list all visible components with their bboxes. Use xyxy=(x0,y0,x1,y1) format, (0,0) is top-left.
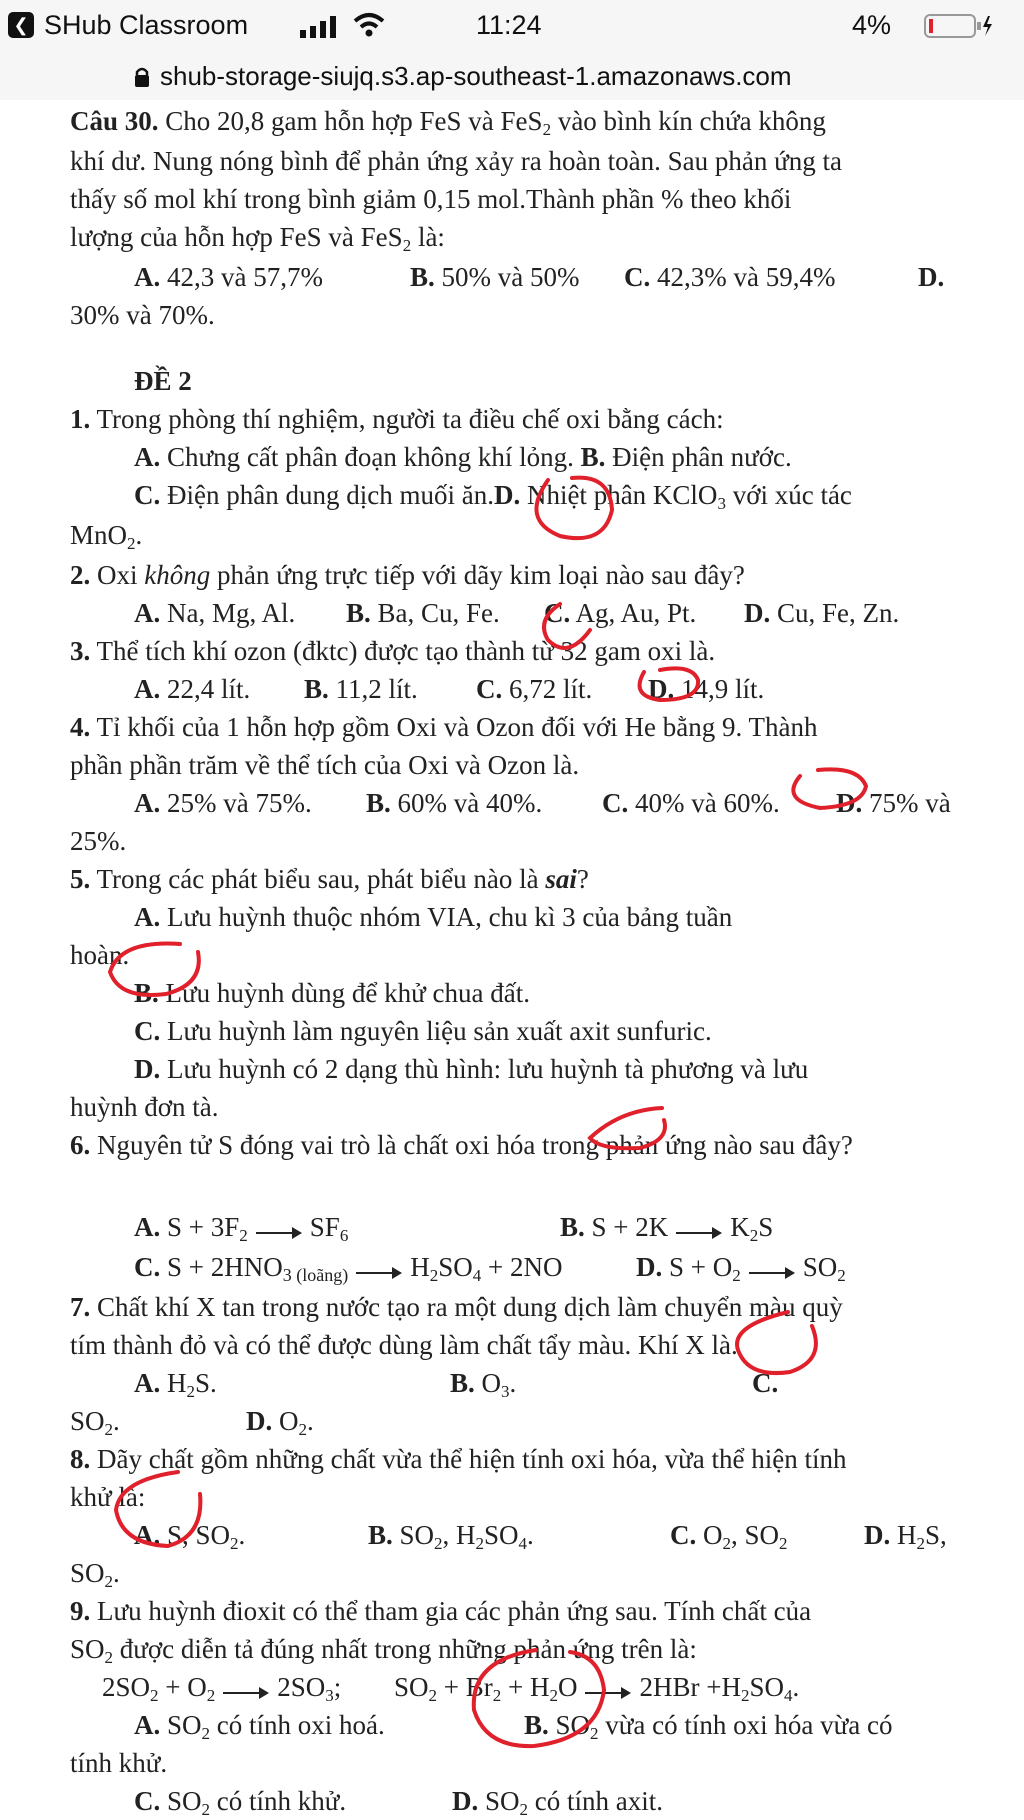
q5-option-a: A. Lưu huỳnh thuộc nhóm VIA, chu kì 3 của bảng tuần xyxy=(134,902,733,932)
q7-stem-line1: 7. Chất khí X tan trong nước tạo ra một dung dịch làm chuyển màu quỳ xyxy=(70,1292,843,1322)
reaction-arrow-icon xyxy=(585,1686,631,1696)
q9-option-a: A. $SO_2$ có tính oxi hoá. xyxy=(134,1710,385,1743)
q6-option-b: B. S + 2K $K_2S$ xyxy=(560,1212,774,1245)
q9-option-d: D. $SO_2$ có tính axit. xyxy=(452,1786,663,1819)
q6-option-d: D. $S + O_2$ $SO_2$ xyxy=(636,1252,846,1285)
q5-option-a-cont: hoàn. xyxy=(70,940,130,970)
document-page[interactable] xyxy=(0,100,1024,1820)
q7-stem-line2: tím thành đỏ và có thể được dùng làm chất tẩy màu. Khí X là. xyxy=(70,1330,738,1360)
q9-stem-line1: 9. Lưu huỳnh đioxit có thể tham gia các phản ứng sau. Tính chất của xyxy=(70,1596,812,1626)
q30-line2: khí dư. Nung nóng bình để phản ứng xảy ra hoàn toàn. Sau phản ứng ta xyxy=(70,146,843,176)
q4-option-d: D. 75% và xyxy=(836,788,951,818)
reaction-arrow-icon xyxy=(223,1686,269,1696)
q6-option-c: C. $S + 2HNO_{3 (loãng)}$ $H_2SO_4 + 2NO$ xyxy=(134,1252,563,1285)
q7-option-c: $SO_2$. xyxy=(70,1406,120,1439)
q8-option-d-cont: $SO_2$. xyxy=(70,1558,120,1591)
q30-option-a: A. 42,3 và 57,7% xyxy=(134,262,323,292)
q2-stem: 2. Oxi không phản ứng trực tiếp với dãy kim loại nào sau đây? xyxy=(70,560,745,590)
status-bar xyxy=(0,0,1024,52)
address-url[interactable]: shub-storage-siujq.s3.ap-southeast-1.amazonaws.com xyxy=(160,61,792,91)
q9-equation-2: $SO_2 + Br_2 + H_2O$ $2HBr +H_2SO_4$. xyxy=(394,1672,800,1705)
signal-icon xyxy=(300,14,344,45)
q4-option-a: A. 25% và 75%. xyxy=(134,788,312,818)
q9-equation-1: $2SO_2 + O_2$ $2SO_3$; xyxy=(102,1672,342,1705)
q8-option-c: C. $O_2$, $SO_2$ xyxy=(670,1520,788,1553)
q6-stem: 6. Nguyên tử S đóng vai trò là chất oxi hóa trong phản ứng nào sau đây? xyxy=(70,1130,853,1160)
q2-option-a: A. Na, Mg, Al. xyxy=(134,598,296,628)
lock-icon xyxy=(134,64,150,95)
wifi-icon xyxy=(352,12,386,45)
q30-line3: thấy số mol khí trong bình giảm 0,15 mol.Thành phần % theo khối xyxy=(70,184,792,214)
q7-option-b: B. $O_3$. xyxy=(450,1368,517,1401)
reaction-arrow-icon xyxy=(749,1266,795,1276)
q7-option-c-letter: C. xyxy=(752,1368,779,1398)
q6-option-a: A. $S + 3F_2$ $SF_6$ xyxy=(134,1212,349,1245)
q2-option-c: C. Ag, Au, Pt. xyxy=(544,598,697,628)
battery-icon xyxy=(924,14,994,45)
q3-option-a: A. 22,4 lít. xyxy=(134,674,251,704)
q1-stem: 1. Trong phòng thí nghiệm, người ta điều chế oxi bằng cách: xyxy=(70,404,724,434)
q8-option-d: D. $H_2S$, xyxy=(864,1520,947,1553)
reaction-arrow-icon xyxy=(676,1226,722,1236)
q1-options-cd: C. Điện phân dung dịch muối ăn.D. Nhiệt phân KClO$_3$ với xúc tác xyxy=(134,480,852,513)
q5-option-d-cont: huỳnh đơn tà. xyxy=(70,1092,219,1122)
q3-option-d: D. 14,9 lít. xyxy=(648,674,765,704)
q4-stem-line2: phần phần trăm về thể tích của Oxi và Ozon là. xyxy=(70,750,580,780)
q9-option-b: B. $SO_2$ vừa có tính oxi hóa vừa có xyxy=(524,1710,893,1743)
q2-option-b: B. Ba, Cu, Fe. xyxy=(346,598,500,628)
q30-line1: Câu 30. Cho 20,8 gam hỗn hợp FeS và FeS$_2$ vào bình kín chứa không xyxy=(70,106,826,139)
q30-option-c: C. 42,3% và 59,4% xyxy=(624,262,836,292)
q5-option-b: B. Lưu huỳnh dùng để khử chua đất. xyxy=(134,978,530,1008)
status-time: 11:24 xyxy=(476,10,542,40)
q3-option-b: B. 11,2 lít. xyxy=(304,674,418,704)
q2-option-d: D. Cu, Fe, Zn. xyxy=(744,598,900,628)
section-heading: ĐỀ 2 xyxy=(134,366,192,396)
q3-stem: 3. Thể tích khí ozon (đktc) được tạo thành từ 32 gam oxi là. xyxy=(70,636,716,666)
q30-option-d: 30% và 70%. xyxy=(70,300,215,330)
q4-option-c: C. 40% và 60%. xyxy=(602,788,780,818)
battery-percent: 4% xyxy=(852,10,892,40)
address-bar[interactable] xyxy=(0,52,1024,101)
q5-option-c: C. Lưu huỳnh làm nguyên liệu sản xuất axit sunfuric. xyxy=(134,1016,712,1046)
q5-option-d: D. Lưu huỳnh có 2 dạng thù hình: lưu huỳnh tà phương và lưu xyxy=(134,1054,809,1084)
q5-stem: 5. Trong các phát biểu sau, phát biểu nào là sai? xyxy=(70,864,589,894)
q9-option-b-cont: tính khử. xyxy=(70,1748,168,1778)
q8-stem-line2: khử là: xyxy=(70,1482,146,1512)
q9-option-c: C. $SO_2$ có tính khử. xyxy=(134,1786,347,1819)
back-app-icon[interactable]: ❮ xyxy=(8,12,34,38)
q8-option-b: B. $SO_2$, $H_2SO_4$. xyxy=(368,1520,534,1553)
q3-option-c: C. 6,72 lít. xyxy=(476,674,593,704)
status-app-name[interactable]: SHub Classroom xyxy=(44,10,249,40)
q7-option-d: D. $O_2$. xyxy=(246,1406,314,1439)
q4-option-d-cont: 25%. xyxy=(70,826,127,856)
q8-option-a: A. S, $SO_2$. xyxy=(134,1520,246,1553)
q1-option-d-cont: MnO$_2$. xyxy=(70,520,143,553)
q30-option-d-letter: D. xyxy=(918,262,945,292)
q4-option-b: B. 60% và 40%. xyxy=(366,788,543,818)
q4-stem-line1: 4. Tỉ khối của 1 hỗn hợp gồm Oxi và Ozon đối với He bằng 9. Thành xyxy=(70,712,818,742)
q1-options-ab: A. Chưng cất phân đoạn không khí lỏng. B. Điện phân nước. xyxy=(134,442,792,472)
q9-stem-line2: $SO_2$ được diễn tả đúng nhất trong những phản ứng trên là: xyxy=(70,1634,697,1667)
q8-stem-line1: 8. Dãy chất gồm những chất vừa thể hiện tính oxi hóa, vừa thể hiện tính xyxy=(70,1444,847,1474)
reaction-arrow-icon xyxy=(356,1266,402,1276)
q7-option-a: A. $H_2S$. xyxy=(134,1368,217,1401)
q30-option-b: B. 50% và 50% xyxy=(410,262,580,292)
q30-line4: lượng của hỗn hợp FeS và FeS$_2$ là: xyxy=(70,222,445,255)
reaction-arrow-icon xyxy=(256,1226,302,1236)
